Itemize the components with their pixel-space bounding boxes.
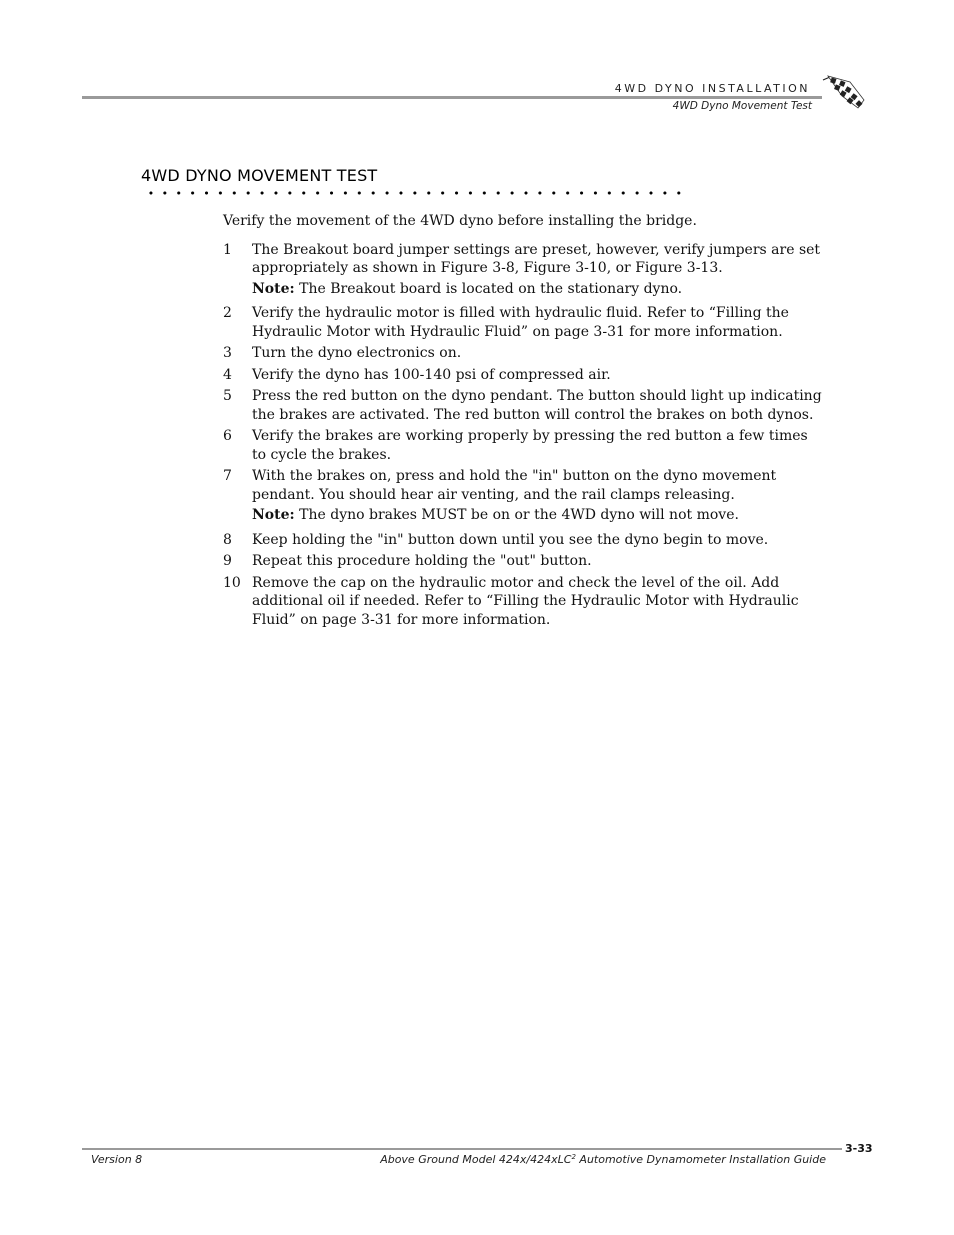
step-2 (223, 304, 823, 341)
step-text: The Breakout board jumper settings are preset, however, verify jumpers are set appropriately as shown in Figure 3-8, Figure 3-10, or Figure 3-13. (252, 241, 821, 276)
dotted-divider (144, 190, 689, 196)
step-number: 9 (223, 553, 232, 569)
section-subtitle: 4WD Dyno Movement Test (672, 100, 812, 112)
step-text: Verify the dyno has 100-140 psi of compressed air. (252, 366, 611, 383)
guide-title-main: Above Ground Model 424x/424xLC (380, 1153, 572, 1166)
main-content (223, 212, 823, 632)
step-number: 10 (223, 574, 241, 591)
step-number: 8 (223, 531, 232, 548)
section-heading: 4WD DYNO MOVEMENT TEST (141, 166, 378, 185)
guide-title (380, 1153, 826, 1166)
step-5 (223, 387, 823, 424)
step-10 (223, 574, 823, 630)
intro-paragraph: Verify the movement of the 4WD dyno before installing the bridge. (223, 213, 697, 229)
step-text: Verify the hydraulic motor is filled with hydraulic fluid. Refer to “Filling the Hydraulic Motor with Hydraulic Fluid” on page 3-31 for more information. (252, 305, 789, 340)
version-label: Version 8 (91, 1153, 143, 1166)
step-4 (223, 366, 823, 385)
page-number: 3-33 (845, 1142, 873, 1155)
step-text: Press the red button on the dyno pendant. The button should light up indicating the brakes are activated. The red button will control the brakes on both dynos. (252, 388, 822, 423)
step-number: 1 (223, 241, 232, 258)
step-text: Remove the cap on the hydraulic motor and check the level of the oil. Add additional oil if needed. Refer to “Filling the Hydraulic Motor with Hydraulic Fluid” on page 3-31 for more information. (252, 574, 799, 628)
step-text: Repeat this procedure holding the "out" button. (252, 553, 592, 569)
header-rule (82, 96, 822, 99)
note-text: The dyno brakes MUST be on or the 4WD dyno will not move. (299, 507, 739, 523)
procedure-steps (223, 241, 823, 630)
step-text: With the brakes on, press and hold the "in" button on the dyno movement pendant. You should hear air venting, and the rail clamps releasing. (252, 468, 777, 503)
step-number: 3 (223, 345, 232, 361)
step-text: Keep holding the "in" button down until you see the dyno begin to move. (252, 531, 769, 548)
step-3 (223, 344, 823, 363)
note (252, 506, 823, 525)
step-number: 4 (223, 366, 232, 383)
guide-title-superscript: 2 (571, 1153, 576, 1161)
checkered-flag-icon (820, 74, 866, 114)
note (252, 280, 823, 299)
step-1 (223, 241, 823, 299)
chapter-title: 4WD DYNO INSTALLATION (614, 82, 810, 95)
step-8 (223, 531, 823, 550)
note-label: Note: (252, 280, 295, 297)
step-number: 2 (223, 305, 232, 321)
step-9 (223, 552, 823, 571)
note-label: Note: (252, 507, 295, 523)
step-number: 6 (223, 428, 232, 444)
step-text: Verify the brakes are working properly by pressing the red button a few times to cycle the brakes. (252, 428, 808, 463)
note-text: The Breakout board is located on the stationary dyno. (299, 280, 683, 297)
step-number: 7 (223, 468, 232, 484)
guide-title-rest: Automotive Dynamometer Installation Guide (575, 1153, 826, 1166)
footer-rule (82, 1148, 842, 1150)
step-number: 5 (223, 388, 232, 404)
step-6 (223, 427, 823, 464)
step-7 (223, 467, 823, 525)
step-text: Turn the dyno electronics on. (252, 345, 462, 361)
